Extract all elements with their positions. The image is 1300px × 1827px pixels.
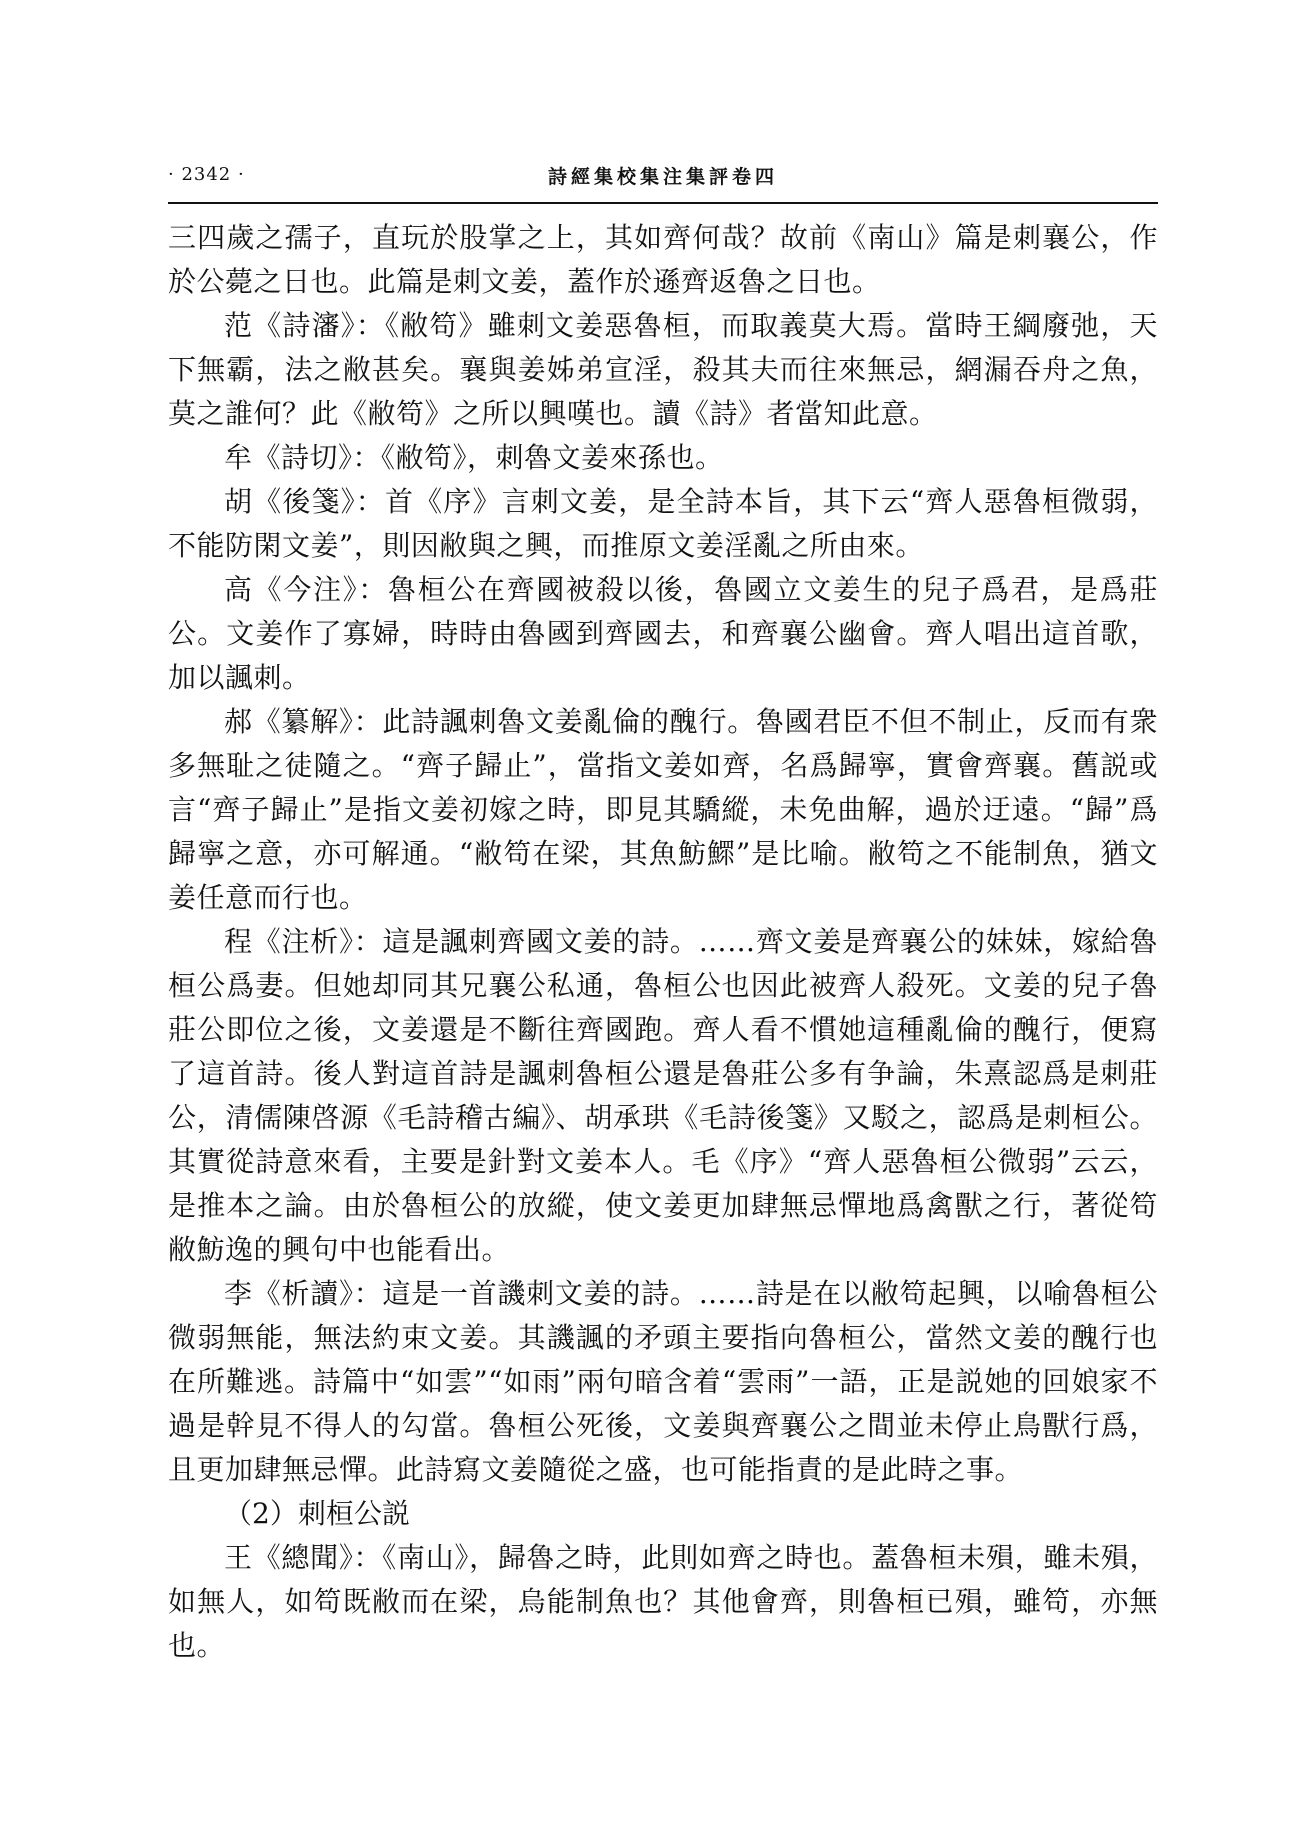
page-header <box>168 160 1158 200</box>
page-number: · 2342 · <box>168 164 245 185</box>
section-subheading: （2）刺桓公説 <box>224 1497 410 1530</box>
running-title: 詩經集校集注集評卷四 <box>547 166 778 188</box>
body-paragraph: 牟《詩切》：《敝笱》，刺魯文姜來孫也。 <box>224 441 724 474</box>
body-paragraph: 郝《纂解》：此詩諷刺魯文姜亂倫的醜行。魯國君臣不但不制止，反而有衆多無耻之徒隨之。“齊子歸止”，當指文姜如齊，名爲歸寧，實會齊襄。舊説或言“齊子歸止”是指文姜初嫁之時，即見其驕縱，未免曲解，過於迂遠。“歸”爲歸寧之意，亦可解通。“敝笱在梁，其魚魴鰥”是比喻。敝笱之不能制魚，猶文姜任意而行也。 <box>168 705 1158 914</box>
body-paragraph: 三四歲之孺子，直玩於股掌之上，其如齊何哉？故前《南山》篇是刺襄公，作於公薨之日也。此篇是刺文姜，蓋作於遜齊返魯之日也。 <box>168 221 1158 298</box>
body-paragraph: 程《注析》：這是諷刺齊國文姜的詩。……齊文姜是齊襄公的妹妹，嫁給魯桓公爲妻。但她却同其兄襄公私通，魯桓公也因此被齊人殺死。文姜的兒子魯莊公即位之後，文姜還是不斷往齊國跑。齊人看不慣她這種亂倫的醜行，便寫了這首詩。後人對這首詩是諷刺魯桓公還是魯莊公多有争論，朱熹認爲是刺莊公，清儒陳啓源《毛詩稽古編》、胡承珙《毛詩後箋》又駁之，認爲是刺桓公。其實從詩意來看，主要是針對文姜本人。毛《序》“齊人惡魯桓公微弱”云云，是推本之論。由於魯桓公的放縱，使文姜更加肆無忌憚地爲禽獸之行，著從笱敝魴逸的興句中也能看出。 <box>168 925 1158 1266</box>
header-rule <box>168 202 1158 204</box>
body-paragraph: 王《總聞》：《南山》，歸魯之時，此則如齊之時也。蓋魯桓未殞，雖未殞，如無人，如笱既敝而在梁，烏能制魚也？其他會齊，則魯桓已殞，雖笱，亦無也。 <box>168 1541 1158 1662</box>
page-body <box>168 216 1158 1668</box>
body-paragraph: 范《詩瀋》：《敝笱》雖刺文姜惡魯桓，而取義莫大焉。當時王綱廢弛，天下無霸，法之敝甚矣。襄與姜姊弟宣淫，殺其夫而往來無忌，網漏吞舟之魚，莫之誰何？此《敝笱》之所以興嘆也。讀《詩》者當知此意。 <box>168 309 1158 430</box>
body-paragraph: 高《今注》：魯桓公在齊國被殺以後，魯國立文姜生的兒子爲君，是爲莊公。文姜作了寡婦，時時由魯國到齊國去，和齊襄公幽會。齊人唱出這首歌，加以諷刺。 <box>168 573 1158 694</box>
body-paragraph: 李《析讀》：這是一首譏刺文姜的詩。……詩是在以敝笱起興，以喻魯桓公微弱無能，無法約束文姜。其譏諷的矛頭主要指向魯桓公，當然文姜的醜行也在所難逃。詩篇中“如雲”“如雨”兩句暗含着“雲雨”一語，正是説她的回娘家不過是幹見不得人的勾當。魯桓公死後，文姜與齊襄公之間並未停止鳥獸行爲，且更加肆無忌憚。此詩寫文姜隨從之盛，也可能指責的是此時之事。 <box>168 1277 1158 1486</box>
body-paragraph: 胡《後箋》：首《序》言刺文姜，是全詩本旨，其下云“齊人惡魯桓微弱，不能防閑文姜”，則因敝與之興，而推原文姜淫亂之所由來。 <box>168 485 1158 562</box>
